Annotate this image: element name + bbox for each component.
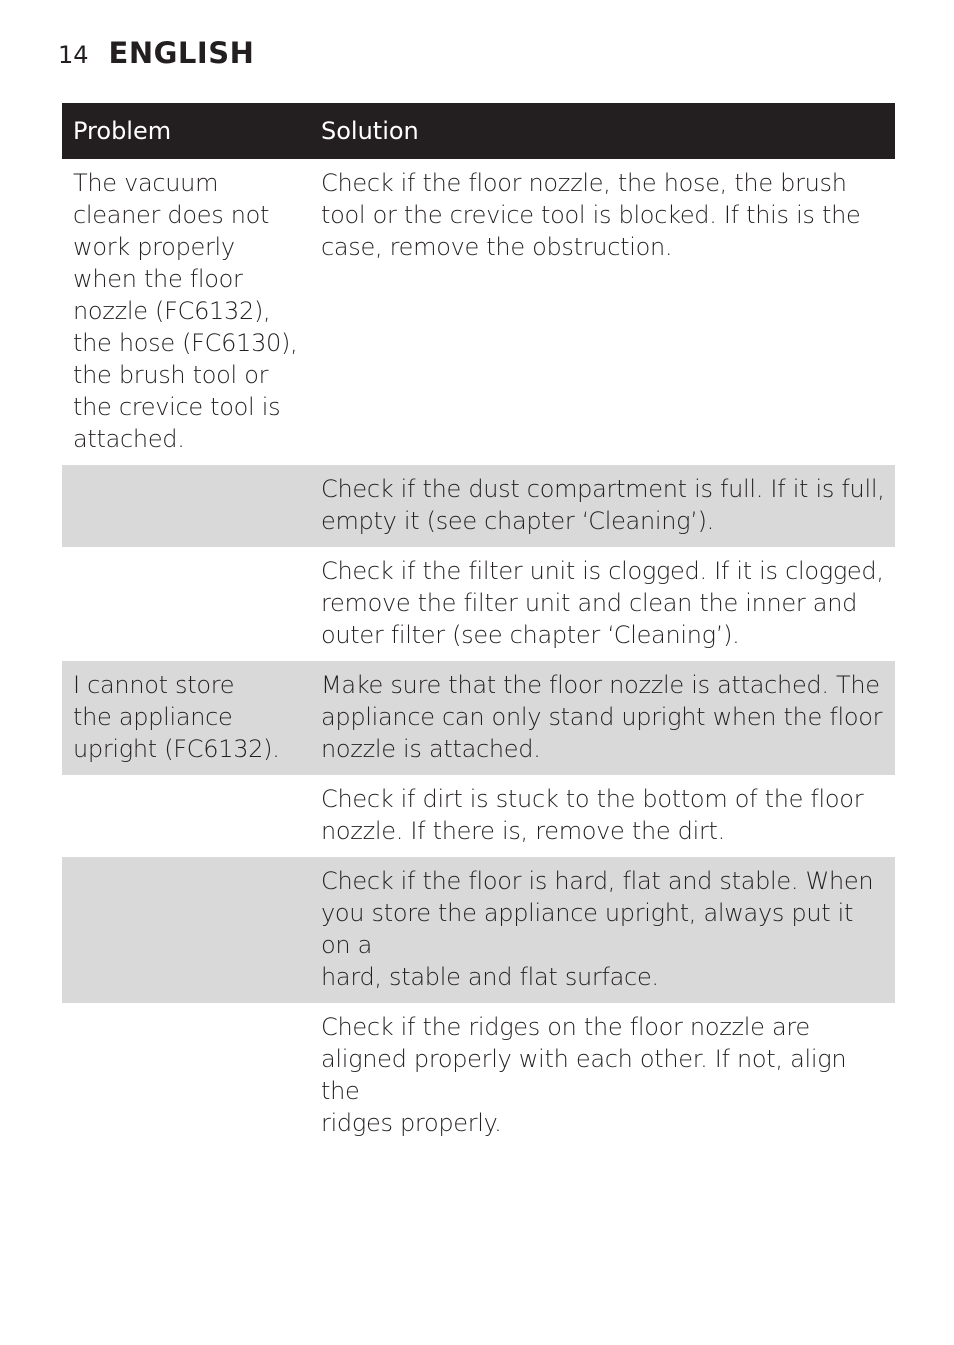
problem-cell: [62, 1011, 310, 1139]
table-row: [62, 465, 895, 547]
table-row: [62, 661, 895, 775]
column-header-problem: Problem: [73, 117, 172, 145]
problem-cell: [62, 783, 310, 847]
problem-cell: [62, 865, 310, 993]
troubleshooting-table: [62, 103, 895, 1149]
solution-cell: Check if the floor is hard, flat and stable. When you store the appliance upright, always put it on a hard, stable and flat surface.: [321, 867, 874, 991]
table-row: [62, 857, 895, 1003]
table-row: [62, 547, 895, 661]
page-number: 14: [58, 41, 89, 69]
solution-cell: Check if dirt is stuck to the bottom of the floor nozzle. If there is, remove the dirt.: [321, 785, 864, 845]
solution-cell: Check if the ridges on the floor nozzle are aligned properly with each other. If not, align the ridges properly.: [321, 1013, 847, 1137]
solution-cell: Check if the filter unit is clogged. If it is clogged, remove the filter unit and clean the inner and outer filter (see chapter ‘Cleaning’).: [321, 557, 884, 649]
table-row: [62, 775, 895, 857]
table-row: [62, 1003, 895, 1149]
solution-cell: Check if the dust compartment is full. If it is full, empty it (see chapter ‘Cleaning’).: [321, 475, 885, 535]
problem-cell: [62, 555, 310, 651]
solution-cell: Check if the floor nozzle, the hose, the brush tool or the crevice tool is blocked. If this is the case, remove the obstruction.: [321, 169, 861, 261]
problem-cell: [62, 473, 310, 537]
page-header: [58, 36, 254, 72]
problem-cell: I cannot store the appliance upright (FC6132).: [73, 671, 280, 763]
solution-cell: Make sure that the floor nozzle is attached. The appliance can only stand upright when the floor nozzle is attached.: [321, 671, 883, 763]
column-header-solution: Solution: [321, 117, 419, 145]
section-title: ENGLISH: [108, 36, 255, 70]
table-header: [62, 103, 895, 159]
table-row: [62, 159, 895, 465]
problem-cell: The vacuum cleaner does not work properly when the floor nozzle (FC6132), the hose (FC6130), the brush tool or the crevice tool is attached.: [73, 169, 298, 453]
